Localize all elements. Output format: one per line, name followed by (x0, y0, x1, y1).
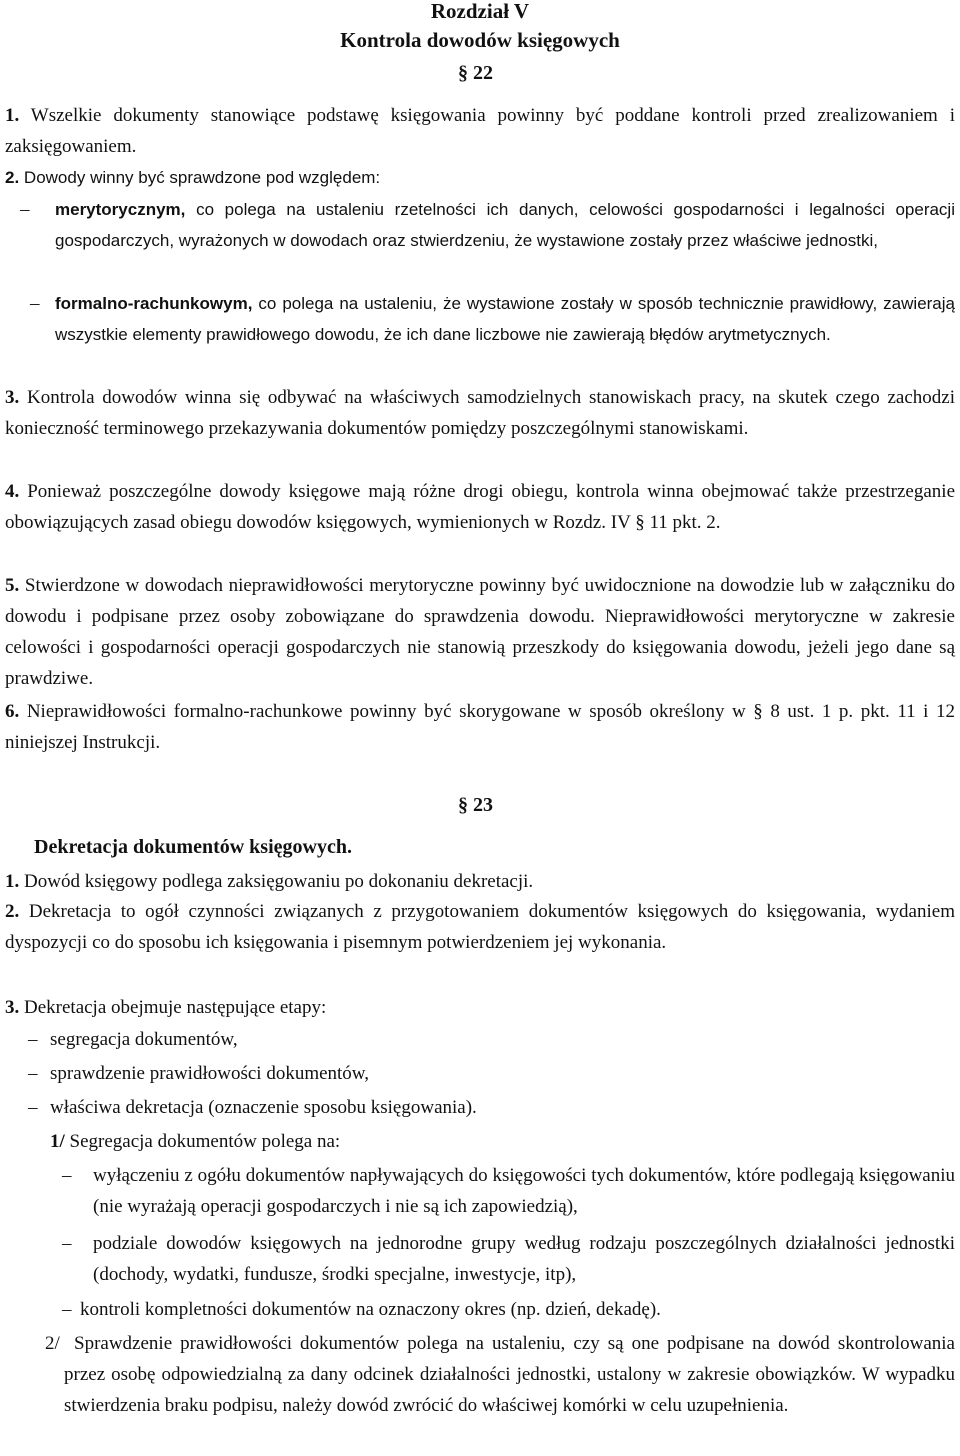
item-text: co polega na ustaleniu, że wystawione zostały w sposób technicznie prawidłowy, zawierają wszystkie elementy prawidłowego dowodu, że ich dane liczbowe nie zawierają błędów arytmetycznych. (55, 294, 955, 344)
s23-stage-item: właściwa dekretacja (oznaczenie sposobu księgowania). (50, 1097, 477, 1118)
paragraph-text: Dowody winny być sprawdzone pod względem: (23, 168, 381, 187)
dash-bullet: – (62, 1165, 72, 1186)
paragraph-text: Dekretacja to ogół czynności związanych z przygotowaniem dokumentów księgowych do księgowania, wydaniem dyspozycji co do sposobu ich księgowania i pisemnym potwierdzeniem jej wykonania. (5, 901, 955, 953)
s23-heading: Dekretacja dokumentów księgowych. (34, 836, 352, 858)
paragraph-text: Stwierdzone w dowodach nieprawidłowości merytoryczne powinny być uwidocznione na dowodzie lub w załączniku do dowodu i podpisane przez osoby zobowiązane do sprawdzenia dowodu. Nieprawidłowości merytoryczne w zakresie celowości i gospodarności operacji gospodarczych nie stanowią przeszkody do księgowania dowodu, jeżeli jego dane są prawdziwe. (5, 575, 955, 689)
item-label: formalno-rachunkowym, (55, 294, 253, 313)
paragraph-text: Dekretacja obejmuje następujące etapy: (24, 997, 327, 1018)
dash-bullet: – (30, 293, 40, 314)
paragraph-number: 2. (5, 168, 20, 187)
s23-stage-item: segregacja dokumentów, (50, 1029, 238, 1050)
dash-bullet: – (28, 1097, 38, 1118)
paragraph-number: 4. (5, 481, 20, 502)
section-sign-23: § 23 (458, 794, 493, 816)
dash-bullet: – (62, 1299, 72, 1320)
sub-text: Segregacja dokumentów polega na: (69, 1131, 341, 1152)
dash-bullet: – (28, 1029, 38, 1050)
section-sign-22: § 22 (458, 62, 493, 84)
dash-bullet: – (28, 1063, 38, 1084)
s23-stage-item: sprawdzenie prawidłowości dokumentów, (50, 1063, 370, 1084)
s22-paragraph-2 (5, 162, 955, 193)
chapter-title: Rozdział V (430, 0, 530, 23)
s22-item-merytoryczny (55, 194, 955, 256)
s23-sub-2: Sprawdzenie prawidłowości dokumentów polega na ustaleniu, czy są one podpisane na dowód skontrolowania przez osobę odpowiedzialną za dany odcinek działalności jednostki, ustalony w zakresie obowiązków. W wypadku stwierdzenia braku podpisu, należy dowód zwrócić do właściwej komórki w celu uzupełnienia. (64, 1333, 955, 1416)
dash-bullet: – (20, 199, 30, 220)
paragraph-number: 1. (5, 871, 20, 892)
s22-paragraph-4 (5, 476, 955, 538)
paragraph-number: 1. (5, 105, 20, 126)
s23-sub-1-item: wyłączeniu z ogółu dokumentów napływających do księgowości tych dokumentów, które podlegają księgowaniu (nie wyrażają operacji gospodarczych i nie są ich zapowiedzią), (93, 1165, 955, 1217)
item-text: co polega na ustaleniu rzetelności ich danych, celowości gospodarności i legalności operacji gospodarczych, wyrażonych w dowodach oraz stwierdzeniu, że wystawione zostały przez właściwe jednostki, (55, 200, 955, 250)
paragraph-number: 5. (5, 575, 20, 596)
paragraph-number: 2. (5, 901, 20, 922)
s23-paragraph-2 (5, 896, 955, 958)
s23-paragraph-3 (5, 992, 955, 1023)
s22-paragraph-5 (5, 570, 955, 694)
paragraph-number: 6. (5, 701, 20, 722)
dash-bullet: – (62, 1233, 72, 1254)
s22-item-formalny (55, 288, 955, 350)
chapter-subtitle: Kontrola dowodów księgowych (340, 28, 620, 52)
s23-sub-1-item: kontroli kompletności dokumentów na oznaczony okres (np. dzień, dekadę). (80, 1299, 661, 1320)
paragraph-text: Ponieważ poszczególne dowody księgowe mają różne drogi obiegu, kontrola winna obejmować także przestrzeganie obowiązujących zasad obiegu dowodów księgowych, wymienionych w Rozdz. IV § 11 pkt. 2. (5, 481, 956, 533)
paragraph-text: Nieprawidłowości formalno-rachunkowe powinny być skorygowane w sposób określony w § 8 ust. 1 p. pkt. 11 i 12 niniejszej Instrukcji. (5, 701, 955, 753)
item-label: merytorycznym, (55, 200, 186, 219)
s23-sub-1-item: podziale dowodów księgowych na jednorodne grupy według rodzaju poszczególnych działalności jednostki (dochody, wydatki, fundusze, środki specjalne, inwestycje, itp), (93, 1233, 955, 1285)
paragraph-text: Wszelkie dokumenty stanowiące podstawę księgowania powinny być poddane kontroli przed zrealizowaniem i zaksięgowaniem. (5, 105, 955, 157)
paragraph-number: 3. (5, 997, 20, 1018)
paragraph-number: 3. (5, 387, 20, 408)
s22-paragraph-6 (5, 696, 955, 758)
s23-paragraph-1 (5, 866, 955, 897)
sub-number: 1/ (50, 1131, 65, 1152)
s22-paragraph-3 (5, 382, 955, 444)
sub-number: 2/ (45, 1333, 60, 1354)
s22-paragraph-1 (5, 100, 955, 162)
paragraph-text: Kontrola dowodów winna się odbywać na właściwych samodzielnych stanowiskach pracy, na skutek czego zachodzi konieczność terminowego przekazywania dokumentów pomiędzy poszczególnymi stanowiskami. (5, 387, 956, 439)
s23-sub-1 (50, 1126, 930, 1157)
paragraph-text: Dowód księgowy podlega zaksięgowaniu po dokonaniu dekretacji. (24, 871, 534, 892)
